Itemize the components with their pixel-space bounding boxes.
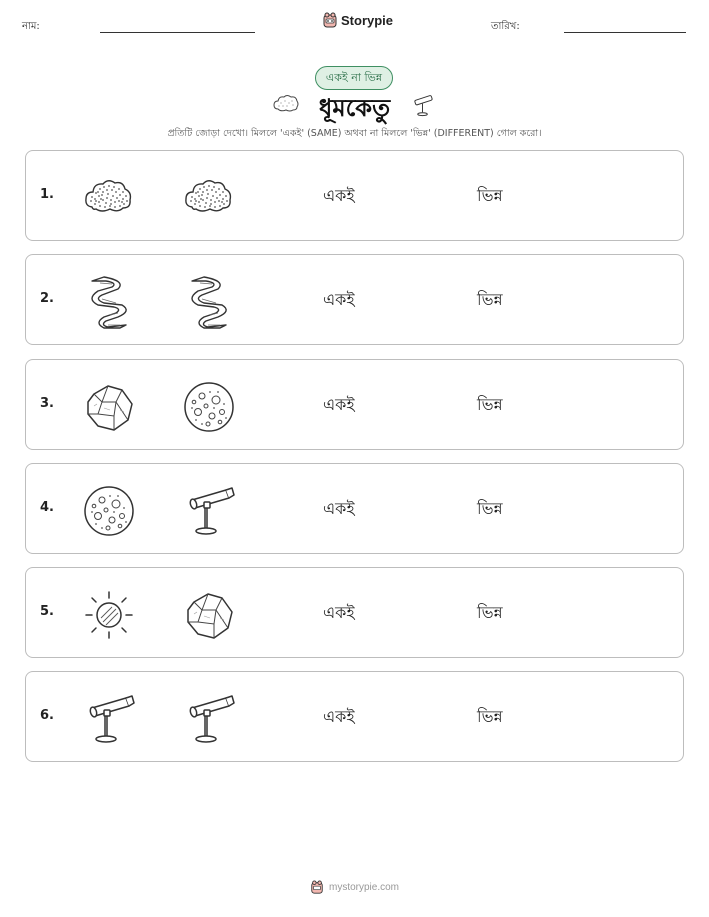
telescope-icon xyxy=(182,484,236,538)
telescope-icon xyxy=(182,692,236,746)
option-different[interactable]: ভিন্ন xyxy=(477,290,503,309)
rock-icon xyxy=(182,588,236,642)
date-line[interactable] xyxy=(564,32,686,33)
question-row xyxy=(25,567,684,658)
option-same[interactable]: একই xyxy=(323,395,355,414)
activity-badge: একই না ভিন্ন xyxy=(315,66,393,90)
question-number: 4. xyxy=(40,500,54,515)
question-row xyxy=(25,359,684,450)
brand-logo xyxy=(322,12,393,29)
cloud-icon xyxy=(182,171,236,225)
storypie-mascot-icon xyxy=(322,12,338,29)
footer xyxy=(0,880,709,895)
option-same[interactable]: একই xyxy=(323,186,355,205)
question-number: 3. xyxy=(40,396,54,411)
question-number: 2. xyxy=(40,291,54,306)
instructions: প্রতিটি জোড়া দেখো। মিললে 'একই' (SAME) অথবা না মিললে 'ভিন্ন' (DIFFERENT) গোল করো। xyxy=(167,128,542,139)
option-same[interactable]: একই xyxy=(323,603,355,622)
moon-icon xyxy=(82,484,136,538)
option-same[interactable]: একই xyxy=(323,499,355,518)
option-different[interactable]: ভিন্ন xyxy=(477,395,503,414)
telescope-icon xyxy=(408,93,438,119)
page-title: ধূমকেতু xyxy=(318,94,391,122)
option-different[interactable]: ভিন্ন xyxy=(477,707,503,726)
question-row xyxy=(25,150,684,241)
footer-url[interactable]: mystorypie.com xyxy=(328,882,399,893)
brand-name: Storypie xyxy=(341,13,394,28)
question-row xyxy=(25,254,684,345)
comet-tail-icon xyxy=(182,275,236,329)
question-number: 1. xyxy=(40,187,54,202)
moon-icon xyxy=(182,380,236,434)
question-number: 6. xyxy=(40,708,54,723)
option-different[interactable]: ভিন্ন xyxy=(477,499,503,518)
rock-icon xyxy=(82,380,136,434)
cloud-icon xyxy=(82,171,136,225)
question-row xyxy=(25,671,684,762)
name-label: নাম: xyxy=(22,21,40,32)
name-line[interactable] xyxy=(100,32,255,33)
comet-tail-icon xyxy=(82,275,136,329)
sun-icon xyxy=(82,588,136,642)
option-different[interactable]: ভিন্ন xyxy=(477,186,503,205)
storypie-mascot-icon xyxy=(310,880,324,895)
telescope-icon xyxy=(82,692,136,746)
option-different[interactable]: ভিন্ন xyxy=(477,603,503,622)
date-label: তারিখ: xyxy=(491,21,520,32)
question-row xyxy=(25,463,684,554)
question-number: 5. xyxy=(40,604,54,619)
option-same[interactable]: একই xyxy=(323,290,355,309)
option-same[interactable]: একই xyxy=(323,707,355,726)
